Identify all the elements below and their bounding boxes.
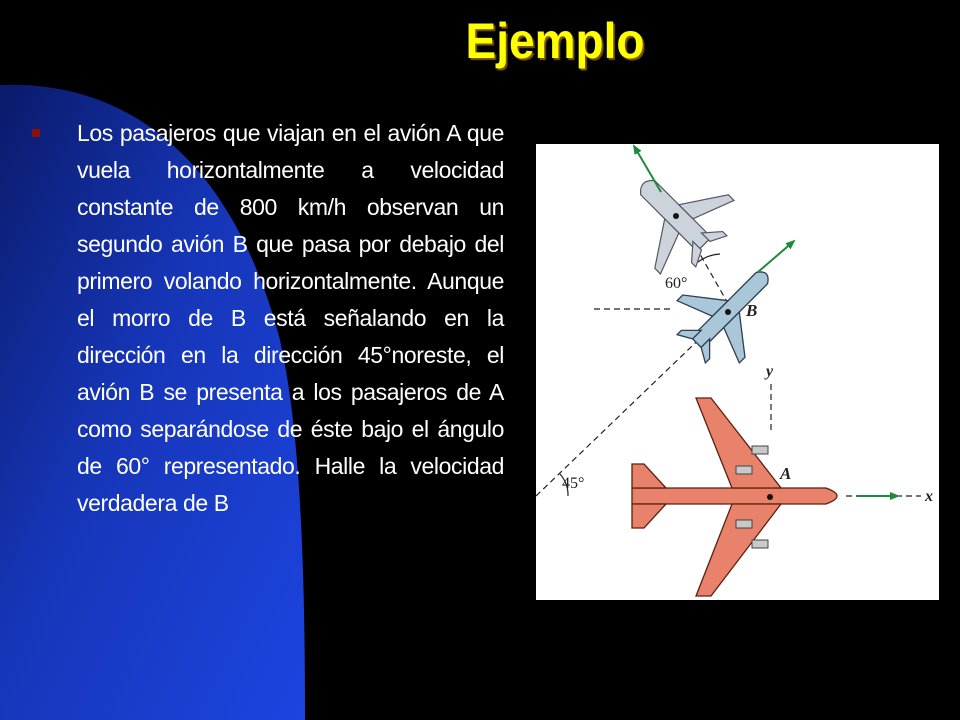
bullet-marker [32,129,40,137]
diagram-svg [536,144,939,600]
angle-45-label: 45° [562,475,585,492]
angle-60-arc [698,254,720,262]
x-axis-label: x [925,488,933,505]
plane-a [632,398,837,596]
plane-b-label: B [746,301,758,320]
plane-a-label: A [780,464,792,483]
ghost-plane [607,147,748,288]
plane-b-velocity-arrow [758,241,794,272]
plane-b [660,243,797,380]
slide-title: Ejemplo [465,13,645,69]
problem-statement: Los pasajeros que viajan en el avión A que vuela horizontalmente a velocidad constante de 800 km/h observan un segundo avión B que pasa por debajo del primero volando horizontalmente. Aunque el morro de B está señalando en la dirección en la dirección 45°noreste, el avión B se presenta a los pasajeros de A como separándose de éste bajo el ángulo de 60° representado. Halle la velocidad verdadera de B [77,120,504,516]
angle-60-label: 60° [665,275,688,292]
y-axis-label: y [766,363,774,380]
airplanes-diagram [536,144,939,600]
